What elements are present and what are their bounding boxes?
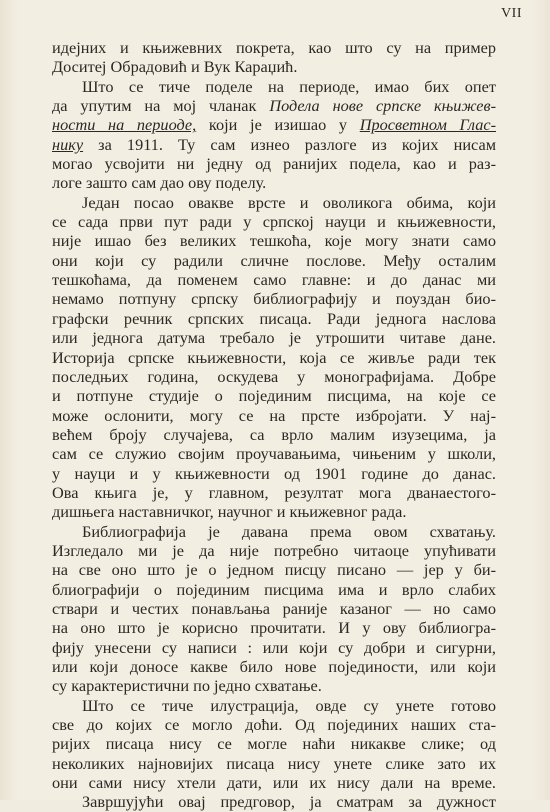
text-line [52,676,496,695]
text-line [52,638,496,657]
text-segment: Ова књига је, у главном, резултат мога дванаестого- [52,482,496,502]
text-segment: на све оно што је о једном писцу писано — јер у би- [52,560,496,580]
text-segment: већем броју случајева, са врло малим изузецима, ја [52,424,496,444]
text-segment: графски речник српских писаца. Ради једнога наслова [52,308,496,328]
text-line [52,483,496,502]
text-segment: су карактеристични по једно схватање. [52,676,322,696]
text-segment: све до којих се могло доћи. Од појединих наших ста- [52,715,496,735]
text-segment: Што се тиче илустрација, овде су унете готово [82,695,496,715]
text-line [52,444,496,463]
text-line [52,386,496,405]
text-line [52,231,496,250]
text-line [52,560,496,579]
text-segment: логе зашто сам дао ову поделу. [52,173,267,193]
text-segment: Изгледало ми је да није потребно читаоце упућивати [52,540,496,560]
text-line [52,57,496,76]
text-line [52,251,496,270]
text-segment: Доситеј Обрадовић и Вук Караџић. [52,57,298,77]
page-number: VII [501,6,522,21]
italic-title-text: нику [52,134,84,154]
text-line [52,367,496,386]
text-line [52,657,496,676]
text-line [52,792,496,811]
text-line [52,580,496,599]
text-line [52,193,496,212]
italic-title-text: Подела нове српске књижев- [269,96,496,116]
text-line [52,618,496,637]
text-line [52,115,496,134]
text-segment: последњих година, оскудева у монографијама. Добре [52,366,496,386]
text-line [52,541,496,560]
text-segment: фију унесени су написи : или који су добри и сигурни, [52,637,496,657]
text-segment: у науци и у књижевности од 1901 године до данас. [52,463,496,483]
text-segment: није ишао без великих тешкоћа, које могу знати само [52,231,496,251]
text-segment: идејних и књижевних покрета, као што су на пример [52,38,496,57]
text-segment: могао усвојити ни једну од ранијих подела, као и раз- [52,154,496,174]
text-line [52,96,496,115]
text-line [52,773,496,792]
text-segment: Један посао овакве врсте и оволикога обима, који [82,192,496,212]
text-segment: ријих писаца нису се могле наћи никакве слике; од [52,734,496,754]
body-text [52,38,496,812]
text-segment: Завршујући овај предговор, ја сматрам за дужност [82,792,496,812]
text-line [52,464,496,483]
text-segment: се сада први пут ради у српској науци и књижевности, [52,212,496,232]
text-segment: за 1911. Ту сам изнео разлоге из којих нисам [83,134,496,154]
text-segment: Што се тиче поделе на периоде, имао бих опет [82,76,496,96]
text-line [52,522,496,541]
text-segment: на оно што је корисно прочитати. И у ову библиогра- [52,618,496,638]
text-segment: блиографији о појединим писцима има и врло слабих [52,579,496,599]
text-line [52,502,496,521]
text-segment: да упутим на мој чланак [52,96,270,116]
text-line [52,309,496,328]
text-segment: Библиографија је давана према овом схватању. [82,521,496,541]
text-segment: дишњега наставничког, научног и књижевног рада. [52,502,407,522]
text-line [52,734,496,753]
text-line [52,425,496,444]
text-segment: који је изишао у [196,115,360,135]
text-segment: они сами нису хтели дати, или их нису дали на време. [52,773,496,793]
text-segment: тешкоћама, да поменем само главне: и до данас ми [52,270,496,290]
text-line [52,696,496,715]
text-line [52,328,496,347]
text-segment: може ослонити, могу се на прсте избројати. У нај- [52,405,496,425]
italic-title-text: ности на периоде, [52,115,197,135]
text-segment: немамо потпуну српску библиографију и поуздан био- [52,289,496,309]
text-line [52,599,496,618]
text-line [52,135,496,154]
text-segment: они који су радили сличне послове. Међу осталим [52,250,496,270]
text-segment: Историја српске књижевности, која се живље ради тек [52,347,496,367]
text-line [52,38,496,57]
text-line [52,154,496,173]
text-segment: или једнога датума требало је утрошити читаве дане. [52,328,496,348]
text-segment: ствари и честих понављања раније казаног — но само [52,598,496,618]
text-line [52,754,496,773]
text-segment: неколиких најновијих писаца нису унете слике зато их [52,753,496,773]
text-line [52,77,496,96]
text-line [52,212,496,231]
text-line [52,715,496,734]
text-line [52,348,496,367]
text-segment: или који доносе какве било нове појединости, или који [52,657,496,676]
text-segment: и потпуне студије о појединим писцима, на које се [52,386,496,406]
text-line [52,289,496,308]
text-segment: сам се служио својим проучавањима, чињеним у школи, [52,444,496,464]
text-line [52,173,496,192]
italic-title-text: Просветном Глас- [359,115,496,135]
text-line [52,270,496,289]
text-line [52,406,496,425]
